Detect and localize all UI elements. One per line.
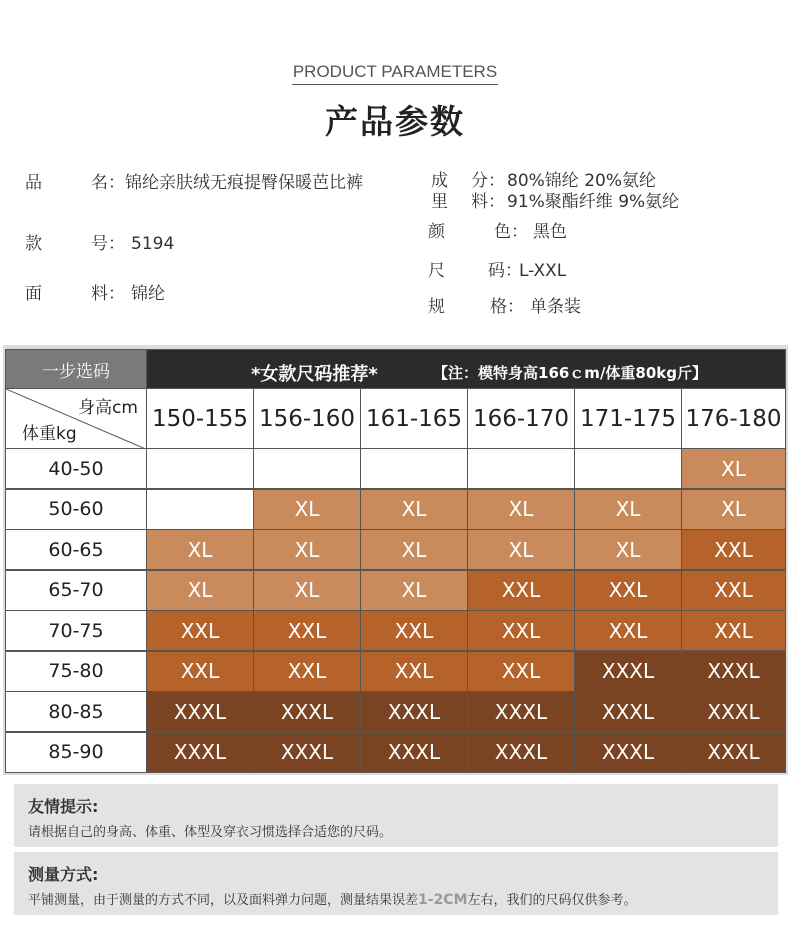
weight-row-header: 85-90 [5,732,147,773]
size-cell: XXL [681,529,786,570]
param-label: 名： [91,173,125,193]
size-cell: XL [467,529,575,570]
title-en [0,62,790,85]
tip-body [28,889,637,908]
weight-row-header: 75-80 [5,651,147,692]
size-cell-empty [146,448,254,489]
size-cell: XL [253,570,361,611]
table-left-header: 一步选码 [5,349,147,389]
size-cell-empty [146,489,254,530]
param-label: 料： [471,192,505,212]
height-column-header: 161-165 [360,388,468,449]
size-cell: XL [146,529,254,570]
size-cell: XXXL [253,691,361,732]
weight-row-header: 60-65 [5,529,147,570]
size-cell: XXXL [253,732,361,773]
weight-row-header: 40-50 [5,448,147,489]
weight-row-header: 65-70 [5,570,147,611]
param-label: 分： [471,171,505,191]
page-title: 产品参数 [325,102,465,141]
size-cell: XL [574,529,682,570]
height-column-header: 171-175 [574,388,682,449]
tip-title: 测量方式: [28,865,99,884]
size-cell: XXXL [574,651,682,692]
param-value: 锦纶 [131,284,165,304]
size-cell: XXXL [681,691,786,732]
size-cell-empty [574,448,682,489]
size-cell: XXXL [360,691,468,732]
size-cell: XL [360,529,468,570]
param-label: 颜 [428,222,445,242]
param-value: 单条装 [530,297,581,317]
size-cell: XXL [253,651,361,692]
size-cell: XL [360,570,468,611]
size-cell: XL [360,489,468,530]
size-cell: XXL [467,651,575,692]
height-column-header: 150-155 [146,388,254,449]
param-label: 色： [494,222,528,242]
size-cell: XXL [467,610,575,651]
param-size [428,260,728,284]
param-label: 款 [25,234,42,254]
size-cell: XXL [360,610,468,651]
size-cell: XXXL [574,732,682,773]
size-cell: XXXL [467,691,575,732]
param-value: 黑色 [533,222,567,242]
param-label: 号： [91,234,125,254]
param-fabric [25,283,325,307]
size-cell: XL [146,570,254,611]
size-cell: XXXL [146,732,254,773]
param-color [428,221,728,245]
size-cell: XXL [681,570,786,611]
tip-box-measurement [14,852,778,915]
param-spec [428,296,728,320]
param-label: 规 [428,297,445,317]
param-label: 成 [431,171,448,191]
param-value: 锦纶亲肤绒无痕提臀保暖芭比裤 [125,173,363,193]
size-cell: XXL [681,610,786,651]
table-note: 【注：模特身高166ｃm/体重80kg斤】 [433,364,708,382]
tip-box-friendly [14,784,778,847]
table-corner [5,388,147,449]
size-cell: XXL [574,610,682,651]
param-label: 格： [490,297,524,317]
weight-axis-label: 体重kg [22,424,77,444]
size-cell: XL [467,489,575,530]
size-cell: XXL [253,610,361,651]
size-cell: XXL [146,610,254,651]
size-table [3,345,788,775]
weight-row-header: 50-60 [5,489,147,530]
size-cell: XL [253,529,361,570]
size-cell: XXXL [681,732,786,773]
tip-body-part: 左右，我们的尺码仅供参考。 [467,893,637,908]
table-title: *女款尺码推荐* [251,364,378,385]
param-label: 尺 [428,261,445,281]
size-cell-empty [253,448,361,489]
size-cell: XXXL [146,691,254,732]
tip-body-highlight: 1-2CM [418,892,468,908]
size-cell: XXXL [360,732,468,773]
size-cell-empty [467,448,575,489]
size-cell: XXL [360,651,468,692]
param-value: 91%聚酯纤维 9%氨纶 [507,192,680,212]
size-cell: XXL [574,570,682,611]
param-label: 料： [91,284,125,304]
param-label: 码： [488,261,522,281]
size-cell: XXL [467,570,575,611]
weight-row-header: 70-75 [5,610,147,651]
size-cell: XL [681,489,786,530]
size-cell: XXXL [574,691,682,732]
param-value: L-XXL [519,261,567,281]
param-lining [431,191,771,215]
param-value: 5194 [131,234,175,254]
weight-row-header: 80-85 [5,691,147,732]
param-label: 里 [431,192,448,212]
title-en-text: PRODUCT PARAMETERS [292,62,498,85]
tip-title: 友情提示: [28,797,99,816]
table-title-bar [146,349,786,389]
size-cell: XL [574,489,682,530]
size-cell: XL [681,448,786,489]
height-column-header: 156-160 [253,388,361,449]
param-label: 品 [25,173,42,193]
tip-body: 请根据自己的身高、体重、体型及穿衣习惯选择合适您的尺码。 [28,825,393,840]
size-cell: XXXL [467,732,575,773]
param-name [25,172,425,196]
size-cell-empty [360,448,468,489]
size-cell: XXL [146,651,254,692]
height-column-header: 176-180 [681,388,786,449]
size-cell: XXXL [681,651,786,692]
height-axis-label: 身高cm [78,398,138,418]
size-cell: XL [253,489,361,530]
param-style [25,233,325,257]
param-label: 面 [25,284,42,304]
height-column-header: 166-170 [467,388,575,449]
param-value: 80%锦纶 20%氨纶 [507,171,656,191]
tip-body-part: 平铺测量，由于测量的方式不同，以及面料弹力问题，测量结果误差 [28,893,419,908]
